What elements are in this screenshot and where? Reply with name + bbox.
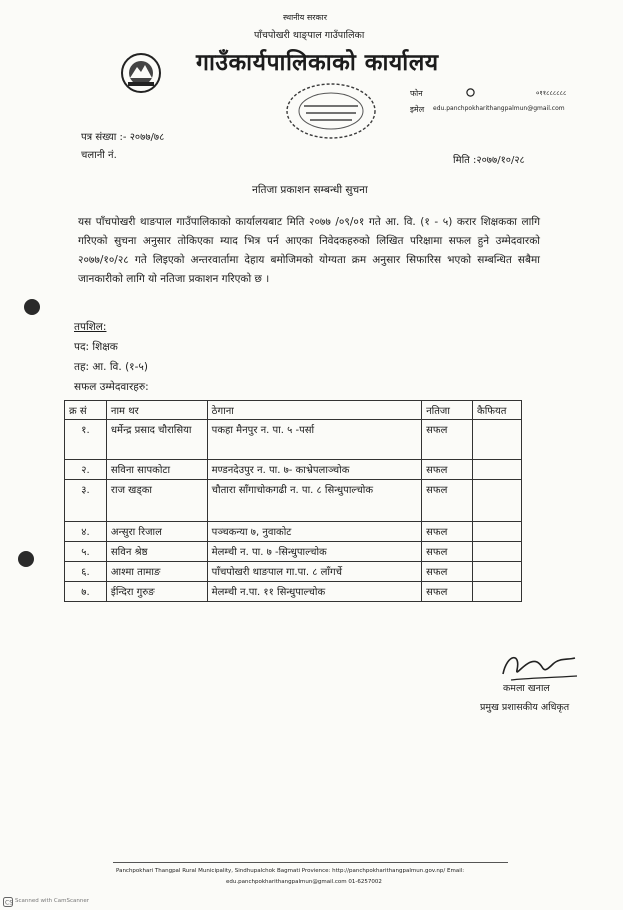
cell-sn: १.: [65, 420, 107, 460]
successful-heading: सफल उम्मेदवारहरु:: [74, 381, 149, 393]
office-title: गाउँकार्यपालिकाको कार्यालय: [196, 50, 439, 76]
cell-sn: ३.: [65, 480, 107, 522]
svg-text:CS: CS: [5, 899, 13, 907]
cell-remarks: [473, 420, 522, 460]
cell-remarks: [473, 460, 522, 480]
column-header-result: नतिजा: [422, 401, 473, 420]
column-header-sn: क्र सं: [65, 401, 107, 420]
nepal-emblem-icon: [120, 52, 162, 94]
phone-icon: [466, 88, 475, 97]
cell-name: धर्मेन्द्र प्रसाद चौरासिया: [106, 420, 207, 460]
scanner-watermark: Scanned with CamScanner: [15, 898, 89, 904]
notice-subject: नतिजा प्रकाशन सम्बन्धी सुचना: [252, 184, 368, 196]
cell-result: सफल: [422, 522, 473, 542]
cell-name: सविना सापकोटा: [106, 460, 207, 480]
cell-sn: ६.: [65, 562, 107, 582]
cell-sn: २.: [65, 460, 107, 480]
cell-sn: ७.: [65, 582, 107, 602]
details-heading: तपशिल:: [74, 321, 107, 333]
cell-address: मेलम्ची न.पा. ११ सिन्धुपाल्चोक: [207, 582, 421, 602]
cell-name: सविन श्रेष्ठ: [106, 542, 207, 562]
notice-body: यस पाँचपोखरी थाङपाल गाउँपालिकाको कार्यालयबाट मिति २०७७ /०९/०१ गते आ. वि. (१ - ५) करार शिक्षकका लागि गरिएको सुचना अनुसार तोकिएका म्याद भित्र पर्न आएका निवेदकहरुको लिखित परिक्षामा सफल हुने उम्मेदवारको २०७७/१०/२८ गते लिइएको अन्तरवार्तामा देहाय बमोजिमको योग्यता क्रम अनुसार सिफारिस भएको सम्बन्धित सबैमा जानकारीको लागि यो नतिजा प्रकाशन गरिएको छ ।: [78, 216, 540, 285]
cell-address: पञ्चकन्या ७, नुवाकोट: [207, 522, 421, 542]
cell-address: मण्डनदेउपुर न. पा. ७- काभ्रेपलाञ्चोक: [207, 460, 421, 480]
cell-sn: ४.: [65, 522, 107, 542]
gov-level: स्थानीय सरकार: [283, 13, 327, 22]
cell-address: मेलम्ची न. पा. ७ -सिन्धुपाल्चोक: [207, 542, 421, 562]
table-row: [65, 420, 522, 460]
cell-result: सफल: [422, 562, 473, 582]
table-row: [65, 542, 522, 562]
municipality-name: पाँचपोखरी थाङ्पाल गाउँपालिका: [254, 30, 365, 41]
column-header-remarks: कैफियत: [473, 401, 522, 420]
punch-hole-bottom: [18, 551, 34, 567]
cell-remarks: [473, 582, 522, 602]
table-row: [65, 480, 522, 522]
table-row: [65, 562, 522, 582]
email-label: इमेल: [410, 105, 425, 114]
email-value: edu.panchpokharithangpalmun@gmail.com: [433, 105, 565, 112]
cell-result: सफल: [422, 460, 473, 480]
footer-divider: [113, 862, 508, 863]
table-header-row: [65, 401, 522, 420]
cell-remarks: [473, 480, 522, 522]
punch-hole-top: [24, 299, 40, 315]
cell-name: राज खड्का: [106, 480, 207, 522]
cell-result: सफल: [422, 420, 473, 460]
footer-line-2: edu.panchpokharithangpalmun@gmail.com 01-6257002: [226, 879, 382, 885]
cell-address: पकहा मैनपुर न. पा. ५ -पर्सा: [207, 420, 421, 460]
camscanner-logo-icon: [3, 897, 13, 907]
cell-result: सफल: [422, 542, 473, 562]
table-row: [65, 582, 522, 602]
cell-name: अन्सुरा रिजाल: [106, 522, 207, 542]
cell-address: पाँचपोखरी थाङपाल गा.पा. ८ लाँगर्चे: [207, 562, 421, 582]
candidates-table: [64, 400, 522, 602]
column-header-name: नाम थर: [106, 401, 207, 420]
level-line: तह: आ. वि. (१-५): [74, 361, 148, 373]
cell-remarks: [473, 562, 522, 582]
cell-sn: ५.: [65, 542, 107, 562]
footer-line-1: Panchpokhari Thangpal Rural Municipality, Sindhupalchok Bagmati Provience: http://panchpokharithangpalmun.gov.np/ Email:: [116, 868, 465, 874]
letter-date: मिति :२०७७/१०/२८: [453, 155, 525, 166]
dispatch-number: चलानी नं.: [81, 150, 117, 161]
table-row: [65, 522, 522, 542]
cell-result: सफल: [422, 480, 473, 522]
post-line: पद: शिक्षक: [74, 341, 118, 353]
phone-value: ०११८८८८८८: [536, 89, 567, 97]
cell-address: चौतारा साँगाचोकगढी न. पा. ८ सिन्धुपाल्चोक: [207, 480, 421, 522]
office-stamp-icon: [282, 80, 380, 142]
cell-result: सफल: [422, 582, 473, 602]
reference-number: पत्र संख्या :- २०७७/७८: [81, 132, 165, 143]
phone-label: फोन: [410, 89, 423, 98]
column-header-address: ठेगाना: [207, 401, 421, 420]
cell-name: ईन्दिरा गुरुङ: [106, 582, 207, 602]
cell-remarks: [473, 522, 522, 542]
signatory-title: प्रमुख प्रशासकीय अधिकृत: [480, 702, 570, 713]
table-row: [65, 460, 522, 480]
cell-remarks: [473, 542, 522, 562]
cell-name: आश्मा तामाङ: [106, 562, 207, 582]
signatory-name: कमला खनाल: [503, 683, 550, 694]
